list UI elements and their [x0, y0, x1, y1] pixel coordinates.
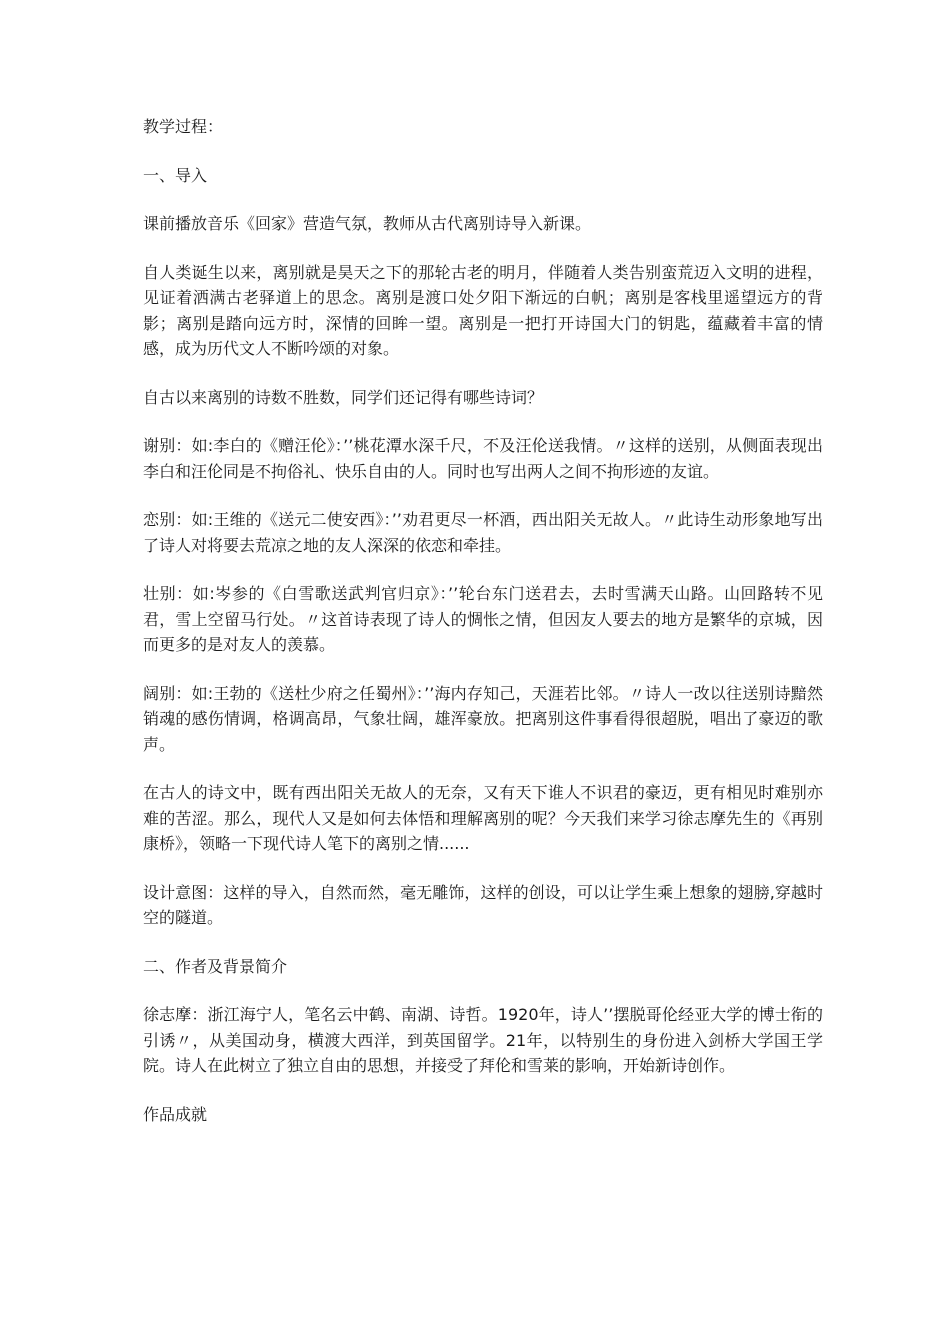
paragraph-question: 自古以来离别的诗数不胜数，同学们还记得有哪些诗词？ [143, 387, 544, 407]
heading-teaching-process: 教学过程： [143, 117, 224, 136]
paragraph-transition: 在古人的诗文中，既有西出阳关无故人的无奈，又有天下谁人不识君的豪迈，更有相见时难别亦难的苦涩。那么，现代人又是如何去体悟和理解离别的呢？今天我们来学习徐志摩先生的《再别康桥》，领略一下现代诗人笔下的离别之情...... [143, 783, 823, 853]
paragraph-design-intent: 设计意图：这样的导入，自然而然，毫无雕饰，这样的创设，可以让学生乘上想象的翅膀,穿越时空的隧道。 [143, 882, 823, 927]
document-body [143, 114, 823, 1150]
heading-works-achievements: 作品成就 [143, 1104, 208, 1124]
paragraph-music-intro: 课前播放音乐《回家》营造气氛，教师从古代离别诗导入新课。 [143, 214, 592, 233]
paragraph-zhuangbie: 壮别：如:岑参的《白雪歌送武判官归京》：’’轮台东门送君去，去时雪满天山路。山回路转不见君，雪上空留马行处。〃这首诗表现了诗人的惆怅之情，但因友人要去的地方是繁华的京城，因而更多的是对友人的羡慕。 [143, 584, 823, 654]
paragraph-xiebie: 谢别：如:李白的《赠汪伦》：’’桃花潭水深千尺，不及汪伦送我情。〃这样的送别，从侧面表现出李白和汪伦同是不拘俗礼、快乐自由的人。同时也写出两人之间不拘形迹的友谊。 [143, 436, 823, 481]
paragraph-parting-essay: 自人类诞生以来，离别就是昊天之下的那轮古老的明月，伴随着人类告别蛮荒迈入文明的进程，见证着洒满古老驿道上的思念。离别是渡口处夕阳下渐远的白帆；离别是客栈里遥望远方的背影；离别是踏向远方时，深情的回眸一望。离别是一把打开诗国大门的钥匙，蕴藏着丰富的情感，成为历代文人不断吟颂的对象。 [143, 262, 823, 358]
paragraph-lianbie: 恋别：如:王维的《送元二使安西》：’’劝君更尽一杯酒，西出阳关无故人。〃此诗生动形象地写出了诗人对将要去荒凉之地的友人深深的依恋和牵挂。 [143, 510, 823, 555]
paragraph-xu-zhimo-bio: 徐志摩：浙江海宁人，笔名云中鹤、南湖、诗哲。1920年，诗人’’摆脱哥伦经亚大学的博士衔的引诱〃，从美国动身，横渡大西洋，到英国留学。21年，以特别生的身份进入剑桥大学国王学院。诗人在此树立了独立自由的思想，并接受了拜伦和雪莱的影响，开始新诗创作。 [143, 1005, 823, 1075]
section-heading-author-background: 二、作者及背景简介 [143, 956, 288, 976]
section-heading-introduction: 一、导入 [143, 165, 208, 185]
paragraph-kuobie: 阔别：如:王勃的《送杜少府之任蜀州》：’’海内存知己，天涯若比邻。〃诗人一改以往送别诗黯然销魂的感伤情调，格调高昂，气象壮阔，雄浑豪放。把离别这件事看得很超脱，唱出了豪迈的歌声。 [143, 683, 823, 754]
